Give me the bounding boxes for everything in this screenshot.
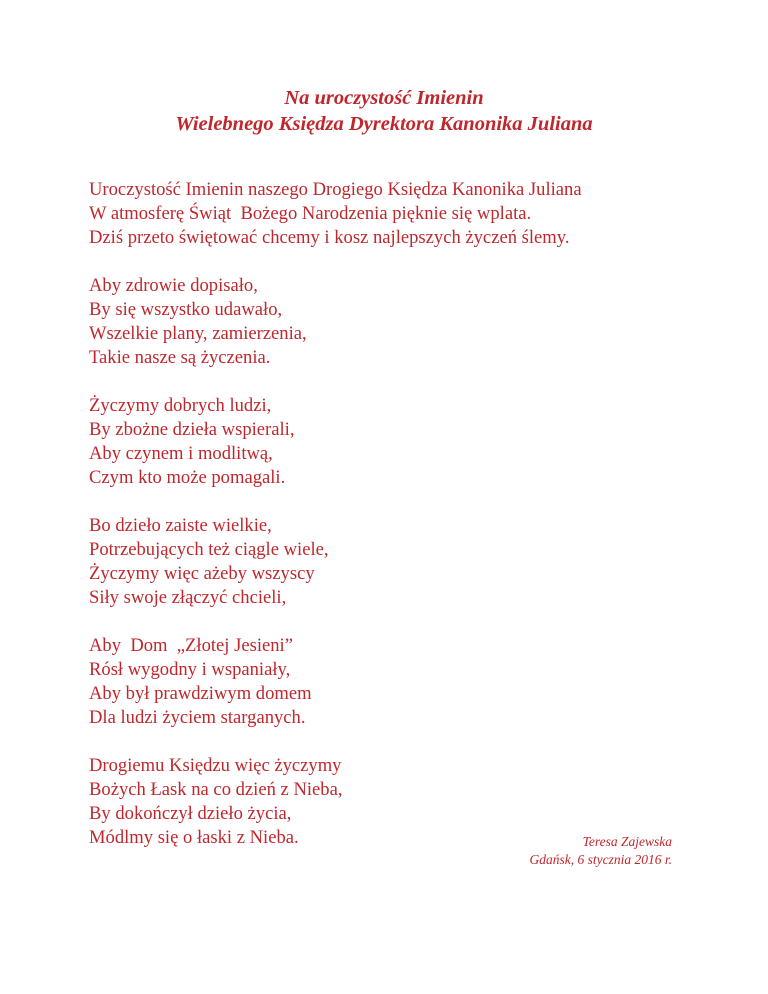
title-line-2: Wielebnego Księdza Dyrektora Kanonika Juliana [175, 113, 593, 135]
poem-line: Uroczystość Imienin naszego Drogiego Księdza Kanonika Juliana [89, 179, 582, 200]
poem-line: Dla ludzi życiem starganych. [89, 707, 306, 728]
poem-body [89, 178, 729, 874]
poem-line: By zbożne dzieła wspierali, [89, 419, 295, 440]
poem-line: Rósł wygodny i wspaniały, [89, 659, 291, 680]
poem-line: Dziś przeto świętować chcemy i kosz najlepszych życzeń ślemy. [89, 227, 570, 248]
place-date: Gdańsk, 6 stycznia 2016 r. [529, 852, 672, 867]
poem-line: Bo dzieło zaiste wielkie, [89, 515, 272, 536]
stanza-3 [89, 394, 729, 490]
stanza-2 [89, 274, 729, 370]
poem-line: Życzymy więc ażeby wszyscy [89, 563, 315, 584]
poem-line: Czym kto może pomagali. [89, 467, 286, 488]
poem-line: Takie nasze są życzenia. [89, 347, 271, 368]
stanza-4 [89, 514, 729, 610]
stanza-5 [89, 634, 729, 730]
poem-line: Potrzebujących też ciągle wiele, [89, 539, 329, 560]
poem-line: Aby zdrowie dopisało, [89, 275, 258, 296]
signature-block [530, 833, 673, 869]
poem-line: Bożych Łask na co dzień z Nieba, [89, 779, 343, 800]
poem-line: Aby czynem i modlitwą, [89, 443, 273, 464]
poem-line: Siły swoje złączyć chcieli, [89, 587, 287, 608]
poem-line: By się wszystko udawało, [89, 299, 283, 320]
poem-line: By dokończył dzieło życia, [89, 803, 292, 824]
title-line-1: Na uroczystość Imienin [284, 87, 484, 109]
author-name: Teresa Zajewska [582, 834, 672, 849]
poem-line: Aby był prawdziwym domem [89, 683, 312, 704]
poem-line: Aby Dom „Złotej Jesieni” [89, 635, 293, 656]
stanza-1 [89, 178, 729, 250]
poem-line: Życzymy dobrych ludzi, [89, 395, 272, 416]
poem-line: Drogiemu Księdzu więc życzymy [89, 755, 342, 776]
poem-line: Wszelkie plany, zamierzenia, [89, 323, 307, 344]
poem-line: Módlmy się o łaski z Nieba. [89, 827, 299, 848]
poem-line: W atmosferę Świąt Bożego Narodzenia pięknie się wplata. [89, 203, 532, 224]
